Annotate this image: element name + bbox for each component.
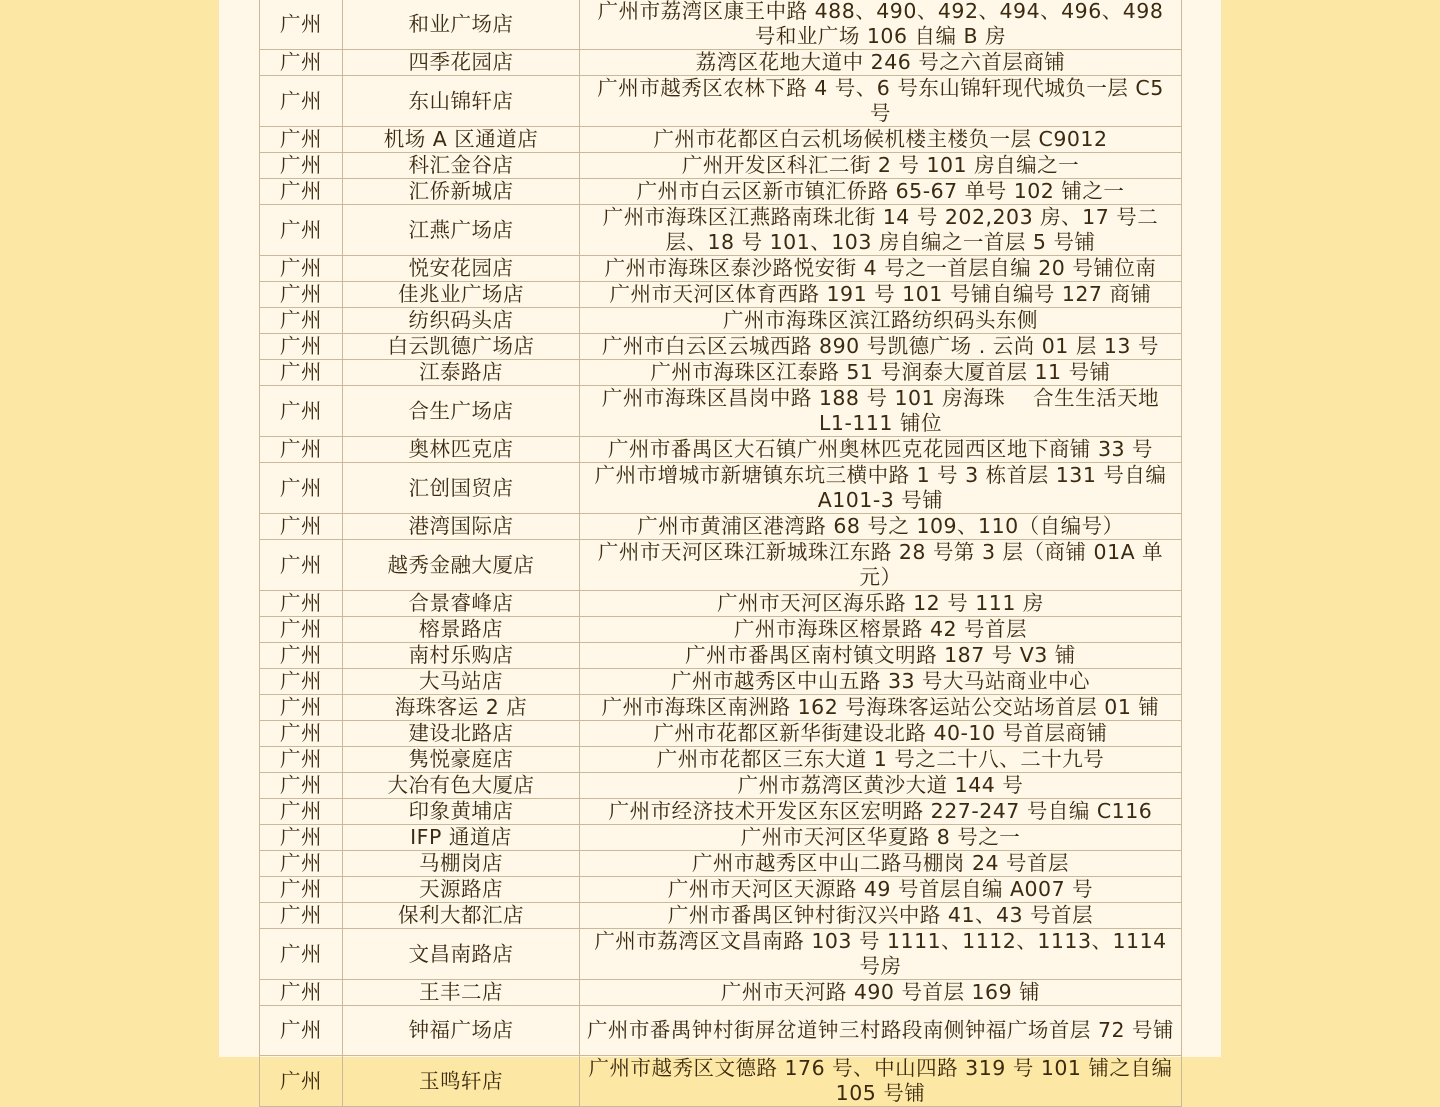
store-name-cell: 纺织码头店 xyxy=(343,308,580,334)
city-cell: 广州 xyxy=(260,0,343,50)
table-row xyxy=(260,437,1182,463)
city-cell: 广州 xyxy=(260,282,343,308)
table-row xyxy=(260,205,1182,256)
table-row xyxy=(260,825,1182,851)
table-row xyxy=(260,334,1182,360)
store-name-cell: 江燕广场店 xyxy=(343,205,580,256)
store-name-cell: 文昌南路店 xyxy=(343,929,580,980)
address-cell: 广州市白云区新市镇汇侨路 65-67 单号 102 铺之一 xyxy=(580,179,1182,205)
table-row xyxy=(260,308,1182,334)
store-name-cell: 奥林匹克店 xyxy=(343,437,580,463)
store-name-cell: 和业广场店 xyxy=(343,0,580,50)
address-cell: 广州市越秀区中山二路马棚岗 24 号首层 xyxy=(580,851,1182,877)
city-cell: 广州 xyxy=(260,127,343,153)
store-name-cell: 佳兆业广场店 xyxy=(343,282,580,308)
city-cell: 广州 xyxy=(260,695,343,721)
address-cell: 广州市越秀区中山五路 33 号大马站商业中心 xyxy=(580,669,1182,695)
address-cell: 广州市荔湾区文昌南路 103 号 1111、1112、1113、1114 号房 xyxy=(580,929,1182,980)
table-row xyxy=(260,540,1182,591)
city-cell: 广州 xyxy=(260,360,343,386)
city-cell: 广州 xyxy=(260,50,343,76)
address-cell: 广州市天河区珠江新城珠江东路 28 号第 3 层（商铺 01A 单元） xyxy=(580,540,1182,591)
store-name-cell: IFP 通道店 xyxy=(343,825,580,851)
table-row xyxy=(260,1056,1182,1107)
store-name-cell: 大冶有色大厦店 xyxy=(343,773,580,799)
address-cell: 广州市越秀区文德路 176 号、中山四路 319 号 101 铺之自编 105 号铺 xyxy=(580,1056,1182,1107)
store-name-cell: 大马站店 xyxy=(343,669,580,695)
store-name-cell: 南村乐购店 xyxy=(343,643,580,669)
address-cell: 广州市海珠区泰沙路悦安街 4 号之一首层自编 20 号铺位南 xyxy=(580,256,1182,282)
address-cell: 广州市花都区三东大道 1 号之二十八、二十九号 xyxy=(580,747,1182,773)
store-name-cell: 玉鸣轩店 xyxy=(343,1056,580,1107)
store-name-cell: 印象黄埔店 xyxy=(343,799,580,825)
store-list-table xyxy=(259,0,1182,1107)
city-cell: 广州 xyxy=(260,334,343,360)
table-row xyxy=(260,695,1182,721)
city-cell: 广州 xyxy=(260,877,343,903)
table-row xyxy=(260,617,1182,643)
address-cell: 广州市海珠区南洲路 162 号海珠客运站公交站场首层 01 铺 xyxy=(580,695,1182,721)
city-cell: 广州 xyxy=(260,617,343,643)
table-row xyxy=(260,463,1182,514)
table-row xyxy=(260,929,1182,980)
table-row xyxy=(260,179,1182,205)
address-cell: 广州市白云区云城西路 890 号凯德广场 . 云尚 01 层 13 号 xyxy=(580,334,1182,360)
city-cell: 广州 xyxy=(260,179,343,205)
store-name-cell: 建设北路店 xyxy=(343,721,580,747)
store-name-cell: 机场 A 区通道店 xyxy=(343,127,580,153)
address-cell: 广州市花都区新华街建设北路 40-10 号首层商铺 xyxy=(580,721,1182,747)
table-row xyxy=(260,903,1182,929)
address-cell: 广州市海珠区江泰路 51 号润泰大厦首层 11 号铺 xyxy=(580,360,1182,386)
store-name-cell: 白云凯德广场店 xyxy=(343,334,580,360)
address-cell: 广州市天河区华夏路 8 号之一 xyxy=(580,825,1182,851)
city-cell: 广州 xyxy=(260,386,343,437)
store-name-cell: 钟福广场店 xyxy=(343,1006,580,1056)
store-name-cell: 保利大都汇店 xyxy=(343,903,580,929)
store-name-cell: 悦安花园店 xyxy=(343,256,580,282)
table-row xyxy=(260,282,1182,308)
address-cell: 广州市海珠区江燕路南珠北街 14 号 202,203 房、17 号二层、18 号 101、103 房自编之一首层 5 号铺 xyxy=(580,205,1182,256)
address-cell: 广州市海珠区昌岗中路 188 号 101 房海珠 合生生活天地 L1-111 铺位 xyxy=(580,386,1182,437)
store-name-cell: 合生广场店 xyxy=(343,386,580,437)
address-cell: 广州市荔湾区康王中路 488、490、492、494、496、498 号和业广场 106 自编 B 房 xyxy=(580,0,1182,50)
address-cell: 广州市天河区天源路 49 号首层自编 A007 号 xyxy=(580,877,1182,903)
city-cell: 广州 xyxy=(260,1006,343,1056)
address-cell: 广州市天河区海乐路 12 号 111 房 xyxy=(580,591,1182,617)
city-cell: 广州 xyxy=(260,851,343,877)
address-cell: 荔湾区花地大道中 246 号之六首层商铺 xyxy=(580,50,1182,76)
city-cell: 广州 xyxy=(260,773,343,799)
address-cell: 广州市番禺区大石镇广州奥林匹克花园西区地下商铺 33 号 xyxy=(580,437,1182,463)
city-cell: 广州 xyxy=(260,643,343,669)
store-name-cell: 汇创国贸店 xyxy=(343,463,580,514)
table-row xyxy=(260,773,1182,799)
address-cell: 广州市花都区白云机场候机楼主楼负一层 C9012 xyxy=(580,127,1182,153)
address-cell: 广州市海珠区滨江路纺织码头东侧 xyxy=(580,308,1182,334)
city-cell: 广州 xyxy=(260,903,343,929)
table-row xyxy=(260,514,1182,540)
store-name-cell: 合景睿峰店 xyxy=(343,591,580,617)
table-row xyxy=(260,747,1182,773)
store-name-cell: 王丰二店 xyxy=(343,980,580,1006)
table-row xyxy=(260,721,1182,747)
address-cell: 广州市海珠区榕景路 42 号首层 xyxy=(580,617,1182,643)
city-cell: 广州 xyxy=(260,721,343,747)
store-name-cell: 港湾国际店 xyxy=(343,514,580,540)
address-cell: 广州市增城市新塘镇东坑三横中路 1 号 3 栋首层 131 号自编 A101-3 号铺 xyxy=(580,463,1182,514)
table-row xyxy=(260,851,1182,877)
store-name-cell: 科汇金谷店 xyxy=(343,153,580,179)
city-cell: 广州 xyxy=(260,980,343,1006)
city-cell: 广州 xyxy=(260,540,343,591)
city-cell: 广州 xyxy=(260,591,343,617)
table-row xyxy=(260,591,1182,617)
table-row xyxy=(260,877,1182,903)
document-page xyxy=(219,0,1221,1105)
address-cell: 广州市天河区体育西路 191 号 101 号铺自编号 127 商铺 xyxy=(580,282,1182,308)
table-row xyxy=(260,980,1182,1006)
table-row xyxy=(260,50,1182,76)
city-cell: 广州 xyxy=(260,308,343,334)
table-row xyxy=(260,0,1182,50)
table-row xyxy=(260,76,1182,127)
city-cell: 广州 xyxy=(260,256,343,282)
address-cell: 广州市番禺区南村镇文明路 187 号 V3 铺 xyxy=(580,643,1182,669)
store-name-cell: 隽悦豪庭店 xyxy=(343,747,580,773)
address-cell: 广州市番禺区钟村街汉兴中路 41、43 号首层 xyxy=(580,903,1182,929)
city-cell: 广州 xyxy=(260,747,343,773)
store-name-cell: 天源路店 xyxy=(343,877,580,903)
city-cell: 广州 xyxy=(260,514,343,540)
city-cell: 广州 xyxy=(260,929,343,980)
table-row xyxy=(260,256,1182,282)
city-cell: 广州 xyxy=(260,669,343,695)
store-name-cell: 榕景路店 xyxy=(343,617,580,643)
table-row xyxy=(260,386,1182,437)
address-cell: 广州市黄浦区港湾路 68 号之 109、110（自编号） xyxy=(580,514,1182,540)
table-row xyxy=(260,799,1182,825)
city-cell: 广州 xyxy=(260,825,343,851)
table-row xyxy=(260,669,1182,695)
address-cell: 广州市天河路 490 号首层 169 铺 xyxy=(580,980,1182,1006)
address-cell: 广州市荔湾区黄沙大道 144 号 xyxy=(580,773,1182,799)
store-name-cell: 汇侨新城店 xyxy=(343,179,580,205)
address-cell: 广州市经济技术开发区东区宏明路 227-247 号自编 C116 xyxy=(580,799,1182,825)
store-name-cell: 四季花园店 xyxy=(343,50,580,76)
store-name-cell: 东山锦轩店 xyxy=(343,76,580,127)
city-cell: 广州 xyxy=(260,76,343,127)
city-cell: 广州 xyxy=(260,437,343,463)
store-name-cell: 海珠客运 2 店 xyxy=(343,695,580,721)
city-cell: 广州 xyxy=(260,1056,343,1107)
city-cell: 广州 xyxy=(260,153,343,179)
table-row xyxy=(260,153,1182,179)
table-row xyxy=(260,360,1182,386)
address-cell: 广州市番禺钟村街屏岔道钟三村路段南侧钟福广场首层 72 号铺 xyxy=(580,1006,1182,1056)
city-cell: 广州 xyxy=(260,799,343,825)
store-name-cell: 马棚岗店 xyxy=(343,851,580,877)
table-row xyxy=(260,127,1182,153)
store-name-cell: 江泰路店 xyxy=(343,360,580,386)
store-name-cell: 越秀金融大厦店 xyxy=(343,540,580,591)
address-cell: 广州开发区科汇二街 2 号 101 房自编之一 xyxy=(580,153,1182,179)
city-cell: 广州 xyxy=(260,463,343,514)
table-row xyxy=(260,643,1182,669)
table-row xyxy=(260,1006,1182,1056)
city-cell: 广州 xyxy=(260,205,343,256)
address-cell: 广州市越秀区农林下路 4 号、6 号东山锦轩现代城负一层 C5 号 xyxy=(580,76,1182,127)
